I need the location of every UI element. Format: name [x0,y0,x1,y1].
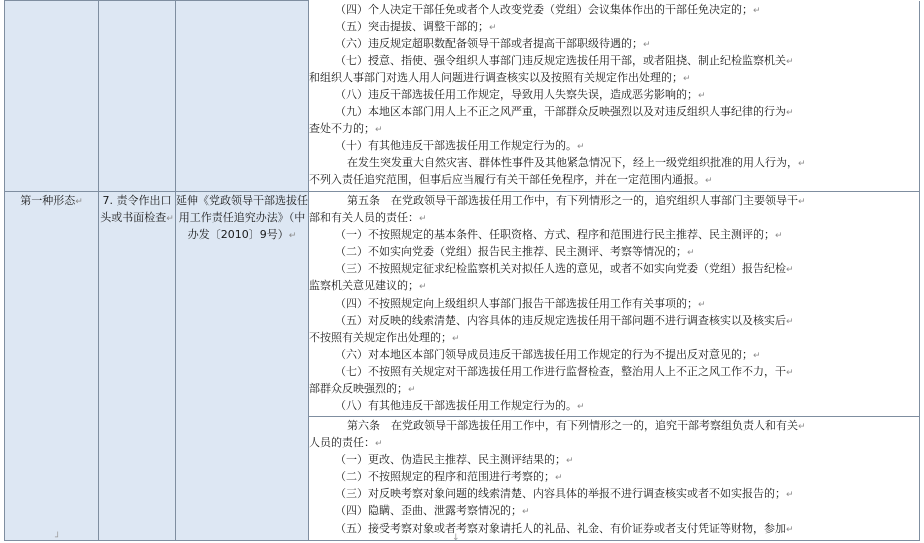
text-line-content: 在发生突发重大自然灾害、群体性事件及其他紧急情况下，经上一级党组织批准的用人行为， [347,156,798,170]
text-line-content: 部群众反映强烈的； [309,382,408,396]
paragraph-mark-icon: ↵ [643,39,651,50]
paragraph-mark-icon: ↵ [753,350,761,361]
paragraph-mark-icon: ↵ [375,439,383,450]
text-line-content: （六）违反规定超职数配备领导干部或者提高干部职级待遇的； [335,36,643,50]
paragraph-mark-icon: ↵ [166,214,174,224]
text-line [309,434,919,451]
paragraph-mark-icon: ↵ [419,282,427,293]
text-line-content: （六）对本地区本部门领导成员违反干部选拔任用工作规定的行为不提出反对意见的； [335,347,753,361]
paragraph-mark-icon: ↵ [698,299,706,310]
text-line [309,520,919,537]
text-line-content: 第六条 在党政领导干部选拔任用工作中，有下列情形之一的，追究干部考察组负责人和有关 [347,419,798,432]
paragraph-mark-icon: ↵ [705,176,713,187]
text-line [309,380,919,397]
text-line-content: （五）对反映的线索清楚、内容具体的违反规定选拔任用干部问题不进行调查核实以及核实后 [335,313,786,327]
paragraph-mark-icon: ↵ [75,197,83,207]
paragraph-mark-icon: ↵ [786,265,794,276]
content-cell-article-4-cont[interactable] [309,1,920,192]
form-label: 第一种形态 [20,194,76,207]
text-line [309,346,919,363]
text-line [309,417,919,434]
text-line [309,154,919,171]
text-line [309,260,919,277]
paragraph-mark-icon: ↵ [408,385,416,396]
paragraph-mark-icon: ↵ [786,108,794,119]
paragraph-mark-icon: ↵ [687,248,695,259]
anchor-mark-icon: ↓ [452,533,460,543]
paragraph-mark-icon: ↵ [555,473,563,484]
text-line-content: （一）更改、伪造民主推荐、民主测评结果的； [335,453,566,467]
paragraph-mark-icon: ↵ [577,402,585,413]
paragraph-mark-icon: ↵ [753,5,761,16]
content-lines [309,192,919,414]
text-line-content: （十）有其他违反干部选拔任用工作规定行为的。 [335,139,577,153]
text-line-content: （三）对反映考察对象问题的线索清楚、内容具体的举报不进行调查核实或者不如实报告的； [335,487,786,501]
measure-cell-empty [99,1,176,192]
text-line [309,243,919,260]
text-line-content: （五）接受考察对象或者考察对象请托人的礼品、礼金、有价证券或者支付凭证等财物，参加 [335,521,786,535]
text-line-content: 监察机关意见建议的； [309,279,419,293]
text-line [309,397,919,414]
paragraph-mark-icon: ↵ [798,422,806,432]
text-line [309,192,919,209]
text-line-content: （八）有其他违反干部选拔任用工作规定行为的。 [335,399,577,413]
text-line [309,137,919,154]
text-line [309,103,919,120]
paragraph-mark-icon: ↵ [698,90,706,101]
table-row-article-5 [5,192,920,417]
text-line-content: 部和有关人员的责任： [309,211,419,225]
text-line-content: （四）个人决定干部任免或者个人改变党委（党组）会议集体作出的干部任免决定的； [335,2,753,16]
text-line [309,86,919,103]
paragraph-mark-icon: ↵ [798,197,806,207]
table-row-continued [5,1,920,192]
text-line-content: （八）违反干部选拔任用工作规定，导致用人失察失误，造成恶劣影响的； [335,87,698,101]
text-line [309,35,919,52]
text-line [309,363,919,380]
paragraph-mark-icon: ↵ [522,507,530,518]
content-lines [309,1,919,189]
text-line [309,226,919,243]
text-line [309,485,919,502]
text-line-content: 查处不力的； [309,122,375,136]
basis-label: 延伸《党政领导干部选拔任用工作责任追究办法》（中办发〔2010〕9号） [176,194,308,241]
paragraph-mark-icon: ↵ [566,456,574,467]
text-line-content: （三）不按照规定征求纪检监察机关对拟任人选的意见，或者不如实向党委（党组）报告纪检 [335,262,786,276]
text-line-content: （七）不按照有关规定对干部选拔任用工作进行监督检查，整治用人上不正之风工作不力，干 [335,364,786,378]
measure-cell[interactable] [99,192,176,541]
content-cell-article-6[interactable] [309,417,920,541]
paragraph-mark-icon: ↵ [489,22,497,33]
text-line [309,209,919,226]
measure-label: 7. 责令作出口头或书面检查 [100,194,172,224]
paragraph-mark-icon: ↵ [786,316,794,327]
text-line [309,18,919,35]
text-line [309,312,919,329]
text-line-content: （二）不按照规定的程序和范围进行考察的； [335,470,555,484]
text-line-content: 人员的责任： [309,436,375,450]
paragraph-mark-icon: ↵ [786,524,794,535]
text-line-content: （一）不按照规定的基本条件、任职资格、方式、程序和范围进行民主推荐、民主测评的； [335,228,775,242]
text-line [309,329,919,346]
paragraph-mark-icon: ↵ [683,73,691,84]
text-line [309,171,919,188]
text-line [309,277,919,294]
content-cell-article-5[interactable] [309,192,920,417]
paragraph-mark-icon: ↵ [419,214,427,225]
text-line-content: （五）突击提拔、调整干部的； [335,19,489,33]
text-line [309,295,919,312]
text-line-content: 不按照有关规定作出处理的； [309,330,452,344]
text-line-content: （四）隐瞒、歪曲、泄露考察情况的； [335,504,522,518]
paragraph-mark-icon: ↵ [798,159,806,170]
discipline-table [4,0,920,541]
paragraph-mark-icon: ↵ [775,231,783,242]
paragraph-mark-icon: ↵ [786,490,794,501]
basis-cell[interactable] [176,192,309,541]
content-lines [309,417,919,537]
paragraph-mark-icon: ↵ [452,333,460,344]
paragraph-mark-icon: ↵ [786,367,794,378]
text-line-content: （九）本地区本部门用人上不正之风严重，干部群众反映强烈以及对违反组织人事纪律的行为 [335,105,786,119]
text-line [309,468,919,485]
text-line [309,451,919,468]
text-line [309,52,919,69]
corner-mark-icon: ┘ [55,533,61,543]
text-line [309,69,919,86]
form-cell[interactable] [5,192,99,541]
text-line [309,502,919,519]
form-cell-empty [5,1,99,192]
text-line-content: 不列入责任追究范围，但事后应当履行有关干部任免程序，并在一定范围内通报。 [309,173,705,187]
text-line-content: （二）不如实向党委（党组）报告民主推荐、民主测评、考察等情况的； [335,245,687,259]
text-line-content: （七）授意、指使、强令组织人事部门违反规定选拔任用干部，或者阻挠、制止纪检监察机关 [335,53,786,67]
paragraph-mark-icon: ↵ [288,231,297,241]
basis-cell-empty [176,1,309,192]
paragraph-mark-icon: ↵ [375,125,383,136]
text-line [309,120,919,137]
text-line-content: （四）不按照规定向上级组织人事部门报告干部选拔任用工作有关事项的； [335,296,698,310]
text-line-content: 和组织人事部门对选人用人问题进行调查核实以及按照有关规定作出处理的； [309,70,683,84]
paragraph-mark-icon: ↵ [577,142,585,153]
text-line [309,1,919,18]
text-line-content: 第五条 在党政领导干部选拔任用工作中，有下列情形之一的，追究组织人事部门主要领导干 [347,194,798,207]
paragraph-mark-icon: ↵ [786,56,794,67]
